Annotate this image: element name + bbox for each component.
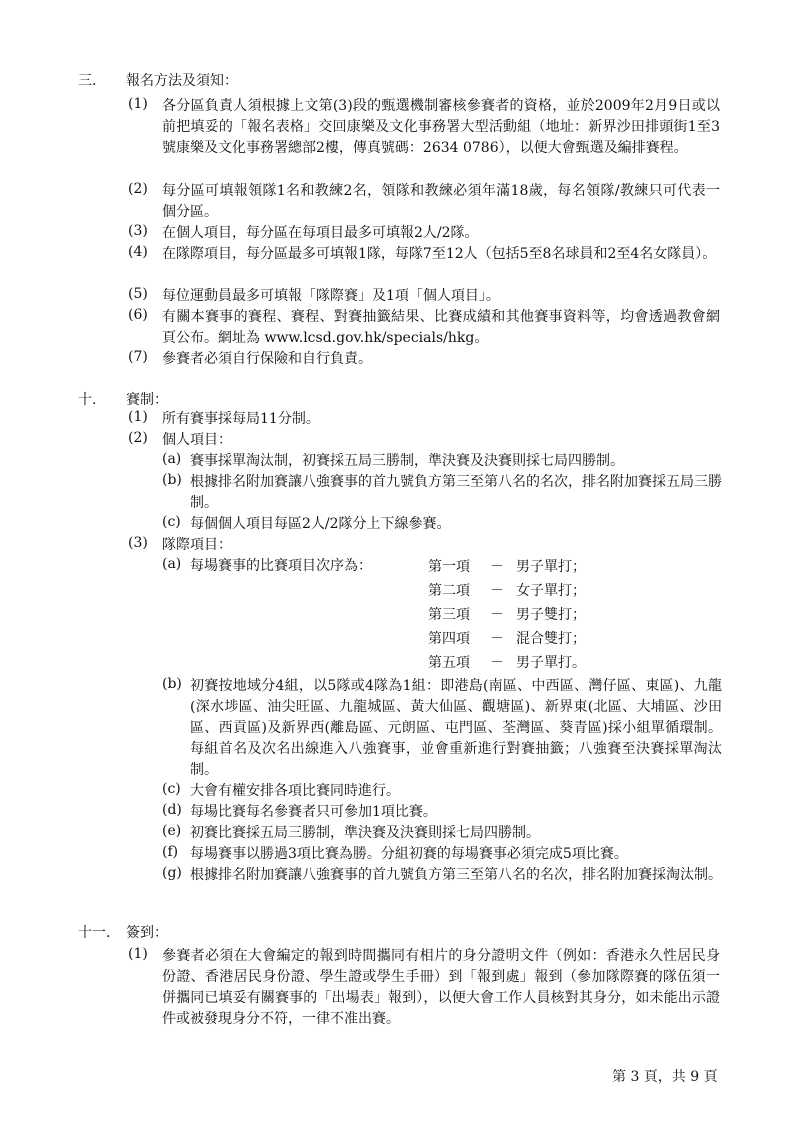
item-text: 個人項目： (162, 432, 232, 448)
event-name: 男子單打； (516, 559, 586, 575)
section-heading (78, 70, 778, 90)
item-text: 在隊際項目，每分區最多可填報1隊，每隊7至12人（包括5至8名球員和2至4名女隊員）。 (162, 246, 717, 262)
item-number: (4) (128, 244, 148, 260)
event-order: 第一項 (428, 559, 470, 575)
event-dash: － (490, 559, 504, 575)
sub-item-text: 大會有權安排各項比賽同時進行。 (190, 783, 400, 799)
sub-item-text: 初賽比賽採五局三勝制，準決賽及決賽則採七局四勝制。 (190, 825, 540, 841)
item-number: (3) (128, 535, 148, 551)
item-number: (1) (128, 409, 148, 425)
sub-item-text: 初賽按地域分4組，以5隊或4隊為1組：即港島(南區、中西區、灣仔區、東區)、九龍(深水埗區、油尖旺區、九龍城區、黃大仙區、觀塘區)、新界東(北區、大埔區、沙田區、西貢區)及新界西(離島區、元朗區、屯門區、荃灣區、葵青區)採小組單循環制。每組首名及次名出線進入八強賽事，並會重新進行對賽抽籤；八強賽至決賽採單淘汰制。 (190, 678, 722, 778)
sub-item-letter: (d) (162, 802, 182, 818)
item-number: (1) (128, 96, 148, 112)
sub-item-letter: (f) (162, 844, 179, 860)
item-number: (2) (128, 430, 148, 446)
item-text: 有關本賽事的賽程、賽程、對賽抽籤結果、比賽成績和其他賽事資料等，均會透過教會網頁公布。網址為 www.lcsd.gov.hk/specials/hkg。 (162, 309, 720, 346)
item-text: 各分區負責人須根據上文第(3)段的甄選機制審核參賽者的資格，並於2009年2月9日或以前把填妥的「報名表格」交回康樂及文化事務署大型活動組（地址：新界沙田排頭街1至3號康樂及文化事務署總部2樓，傳真號碼：2634 0786），以便大會甄選及編排賽程。 (162, 98, 720, 156)
item-text: 參賽者必須自行保險和自行負責。 (162, 351, 372, 367)
item-text: 在個人項目，每分區在每項目最多可填報2人/2隊。 (162, 225, 479, 241)
sub-item-text: 每場賽事以勝過3項比賽為勝。分組初賽的每場賽事必須完成5項比賽。 (190, 846, 628, 862)
section-number: 三. (78, 73, 97, 89)
item-text: 所有賽事採每局11分制。 (162, 411, 320, 427)
item-text: 每分區可填報領隊1名和教練2名，領隊和教練必須年滿18歲，每名領隊/教練只可代表一個分區。 (162, 183, 720, 220)
item-number: (5) (128, 286, 148, 302)
section-title: 簽到： (126, 925, 168, 941)
event-order: 第四項 (428, 631, 470, 647)
event-dash: － (490, 607, 504, 623)
sub-item-text: 根據排名附加賽讓八強賽事的首九號負方第三至第八名的名次，排名附加賽採五局三勝制。 (190, 474, 722, 511)
item-number: (1) (128, 946, 148, 962)
sub-item-letter: (g) (162, 865, 182, 881)
sub-item-letter: (a) (162, 556, 182, 572)
item-number: (6) (128, 307, 148, 323)
event-order: 第二項 (428, 583, 470, 599)
sub-item-letter: (b) (162, 472, 182, 488)
sub-item-letter: (e) (162, 823, 182, 839)
item-text: 參賽者必須在大會編定的報到時間攜同有相片的身分證明文件（例如：香港永久性居民身份證、香港居民身份證、學生證或學生手冊）到「報到處」報到（參加隊際賽的隊伍須一併攜同已填妥有關賽事的「出場表」報到），以便大會工作人員核對其身分，如未能出示證件或被發現身分不符，一律不准出賽。 (162, 948, 720, 1027)
sub-item-text: 每個個人項目每區2人/2隊分上下線參賽。 (190, 516, 451, 532)
item-text: 每位運動員最多可填報「隊際賽」及1項「個人項目」。 (162, 288, 500, 304)
sub-item-text: 根據排名附加賽讓八強賽事的首九號負方第三至第八名的名次，排名附加賽採淘汰制。 (190, 867, 722, 883)
event-order-row (428, 652, 688, 672)
event-dash: － (490, 583, 504, 599)
event-order-row (428, 628, 688, 648)
event-order: 第五項 (428, 655, 470, 671)
event-order: 第三項 (428, 607, 470, 623)
section-heading (78, 922, 778, 942)
section-title: 賽制： (126, 392, 168, 408)
item-number: (7) (128, 349, 148, 365)
event-name: 女子單打； (516, 583, 586, 599)
section-number: 十一. (78, 925, 111, 941)
event-dash: － (490, 631, 504, 647)
event-name: 男子單打。 (516, 655, 586, 671)
sub-item-letter: (a) (162, 451, 182, 467)
section-title: 報名方法及須知： (126, 73, 238, 89)
page-footer: 第 3 頁，共 9 頁 (612, 1069, 718, 1085)
item-text: 隊際項目： (162, 537, 232, 553)
event-dash: － (490, 655, 504, 671)
sub-item-letter: (b) (162, 676, 182, 692)
event-order-row (428, 580, 688, 600)
event-name: 混合雙打； (516, 631, 586, 647)
event-order-row (428, 556, 688, 576)
sub-item-text: 每場比賽每名參賽者只可參加1項比賽。 (190, 804, 437, 820)
item-number: (2) (128, 181, 148, 197)
sub-item-text: 每場賽事的比賽項目次序為： (190, 558, 372, 574)
sub-item-letter: (c) (162, 781, 181, 797)
section-number: 十. (78, 392, 97, 408)
event-order-row (428, 604, 688, 624)
event-name: 男子雙打； (516, 607, 586, 623)
sub-item-letter: (c) (162, 514, 181, 530)
sub-item-text: 賽事採單淘汰制，初賽採五局三勝制，準決賽及決賽則採七局四勝制。 (190, 453, 624, 469)
section-heading (78, 389, 778, 409)
item-number: (3) (128, 223, 148, 239)
